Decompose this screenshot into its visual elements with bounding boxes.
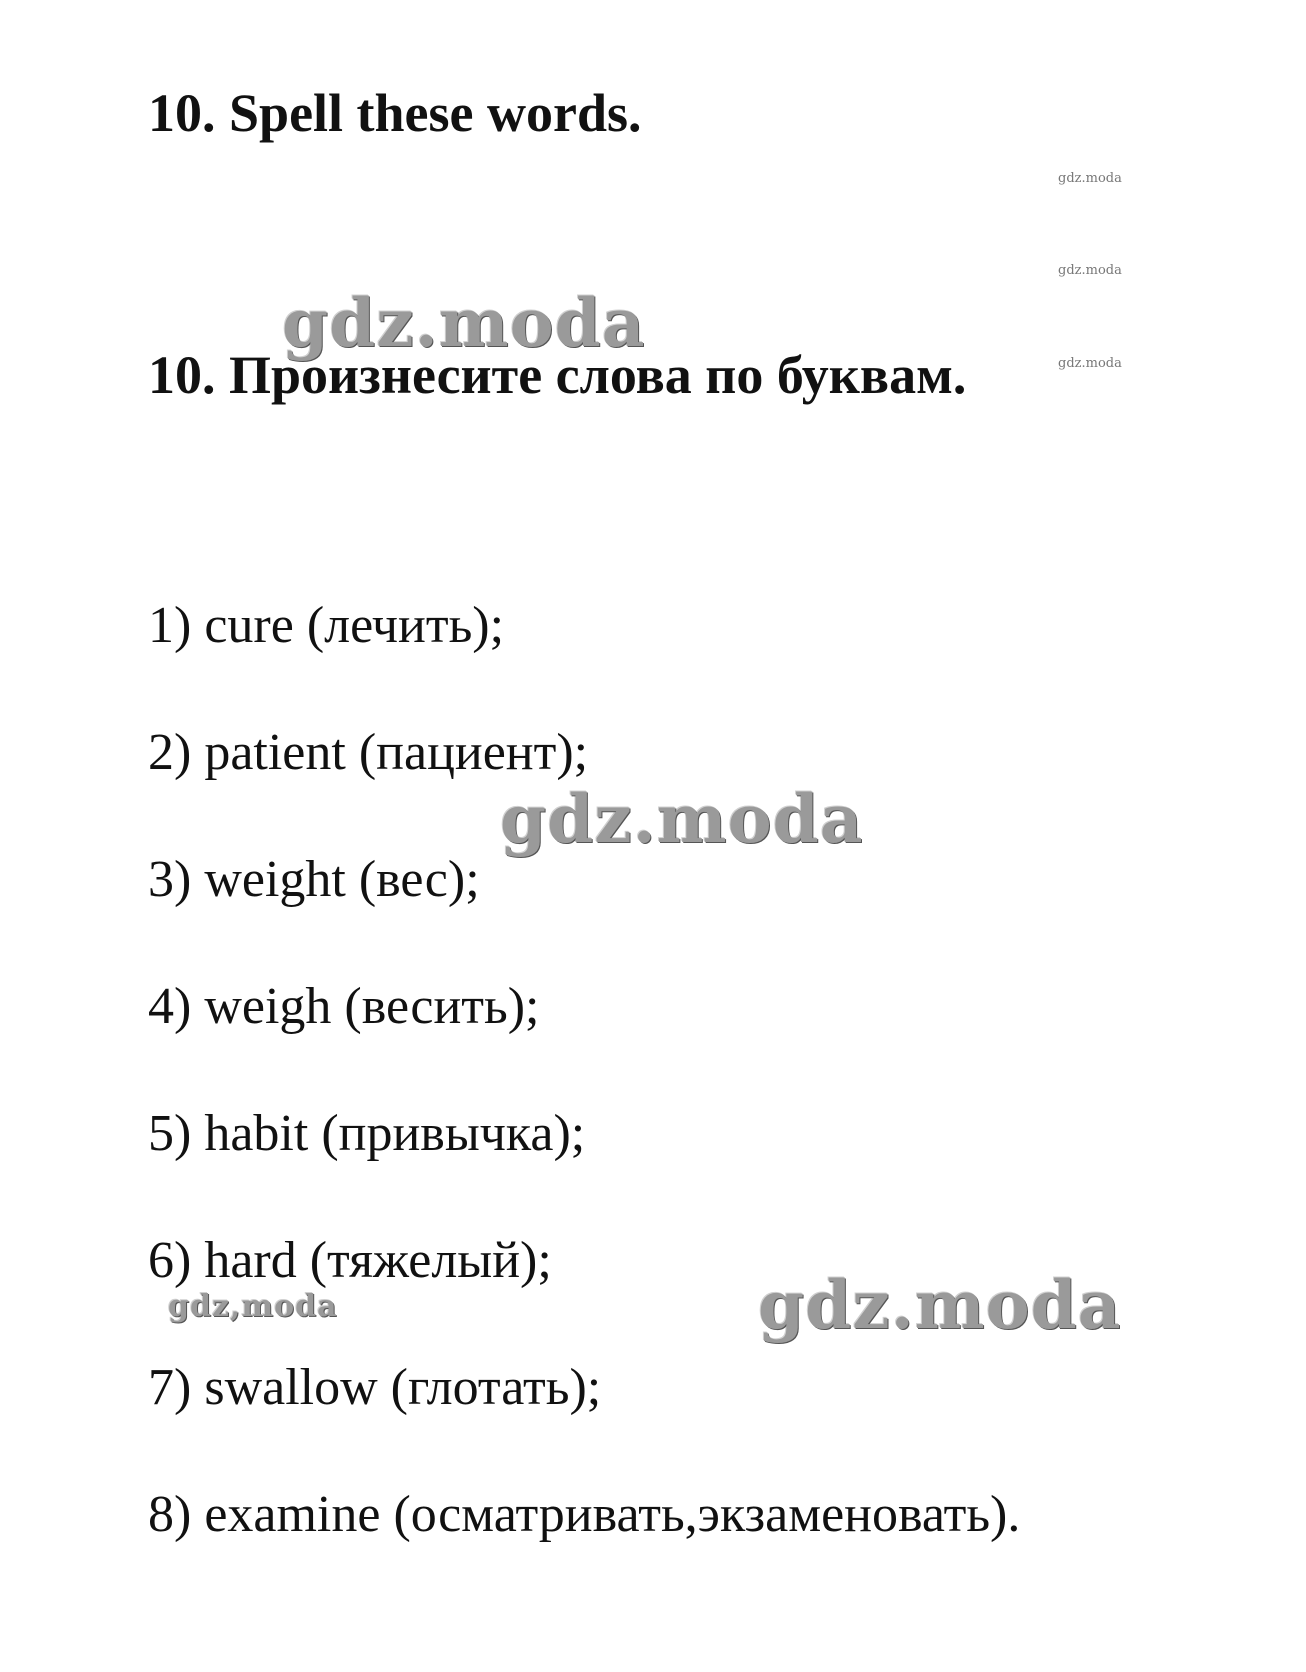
word-number: 4) bbox=[148, 978, 192, 1035]
word-english: patient bbox=[204, 724, 346, 781]
word-translation: (осматривать,экзаменовать). bbox=[393, 1486, 1021, 1543]
watermark-small: gdz.moda bbox=[1058, 171, 1122, 186]
word-number: 5) bbox=[148, 1105, 192, 1162]
word-translation: (тяжелый); bbox=[309, 1232, 552, 1289]
word-translation: (вес); bbox=[358, 851, 480, 908]
word-translation: (лечить); bbox=[306, 597, 505, 654]
word-item-4 bbox=[148, 978, 1020, 1108]
word-item-8 bbox=[148, 1486, 1021, 1616]
word-number: 6) bbox=[148, 1232, 192, 1289]
word-number: 8) bbox=[148, 1486, 192, 1543]
watermark: gdz.moda bbox=[282, 284, 646, 362]
word-number: 1) bbox=[148, 597, 192, 654]
word-translation: (глотать); bbox=[390, 1359, 602, 1416]
watermark: gdz.moda bbox=[758, 1266, 1122, 1344]
word-translation: (привычка); bbox=[321, 1105, 586, 1162]
word-item-5 bbox=[148, 1105, 1020, 1235]
word-number: 7) bbox=[148, 1359, 192, 1416]
watermark-small: gdz.moda bbox=[1058, 356, 1122, 371]
word-translation: (пациент); bbox=[358, 724, 589, 781]
word-english: examine bbox=[204, 1486, 381, 1543]
word-english: weight bbox=[204, 851, 346, 908]
word-number: 2) bbox=[148, 724, 192, 781]
word-number: 3) bbox=[148, 851, 192, 908]
word-list bbox=[148, 597, 1021, 1616]
word-item-7 bbox=[148, 1359, 1020, 1489]
word-item-3 bbox=[148, 851, 1020, 981]
word-english: hard bbox=[204, 1232, 297, 1289]
word-english: cure bbox=[204, 597, 294, 654]
word-item-1 bbox=[148, 597, 1020, 727]
exercise-title-english: 10. Spell these words. bbox=[148, 83, 642, 143]
word-translation: (весить); bbox=[344, 978, 540, 1035]
watermark: gdz.moda bbox=[500, 780, 864, 858]
word-english: swallow bbox=[204, 1359, 378, 1416]
word-english: weigh bbox=[204, 978, 332, 1035]
watermark: gdz,moda bbox=[168, 1289, 338, 1324]
exercise-title-russian: 10. Произнесите слова по буквам. bbox=[148, 345, 967, 405]
watermark-small: gdz.moda bbox=[1058, 263, 1122, 278]
word-english: habit bbox=[204, 1105, 309, 1162]
